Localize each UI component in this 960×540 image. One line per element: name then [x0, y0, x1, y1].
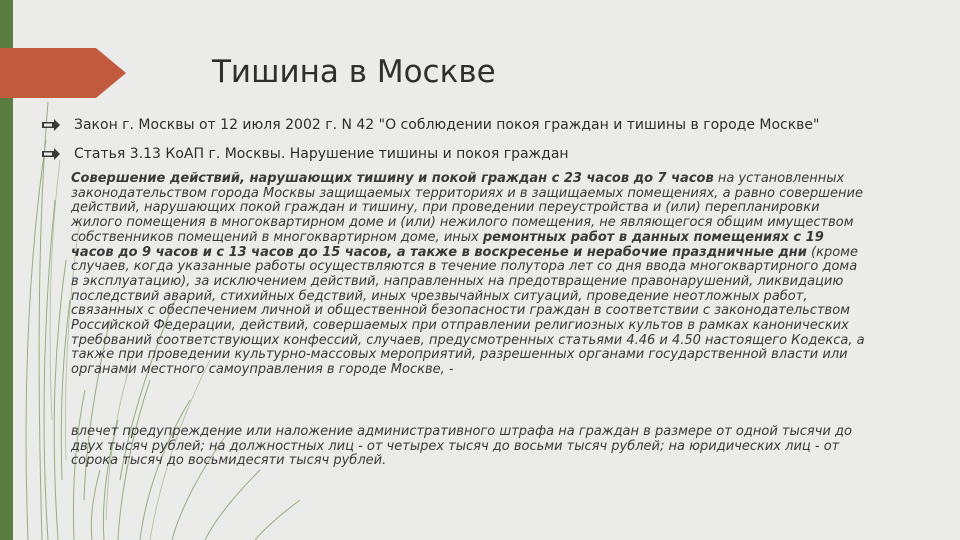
bullet-law: [74, 117, 819, 133]
bullet-article: [74, 146, 569, 162]
article-text: [71, 172, 867, 378]
slide-title: Тишина в Москве: [212, 54, 496, 90]
article-bold-start: Совершение действий, нарушающих тишину и покой граждан с 23 часов до 7 часов: [71, 171, 714, 186]
article-text-a: на установленных законодательством города Москвы защищаемых территориях и в защищаемых помещениях, а равно совершение действий, нарушающих покой граждан и тишину, при проведении переустройства и (или) перепланировки жилого помещения в многоквартирном доме и (или) нежилого помещения, не являющегося общим имуществом собственников помещений в многоквартирном доме, иных: [71, 171, 863, 245]
penalty-text: влечет предупреждение или наложение административного штрафа на граждан в размере от одной тысячи до двух тысяч рублей; на должностных лиц - от четырех тысяч до восьми тысяч рублей; на юридических лиц - от сорока тысяч до восьмидесяти тысяч рублей.: [71, 424, 852, 469]
pencil-arrow-icon: [42, 148, 60, 160]
title-arrow-shape: [0, 48, 126, 98]
article-text-b: (кроме случаев, когда указанные работы осуществляются в течение полутора лет со дня ввода многоквартирного дома в эксплуатацию), за исключением действий, направленных на предотвращение правонарушений, ликвидацию последствий аварий, стихийных бедствий, иных чрезвычайных ситуаций, проведение неотложных работ, связанных с обеспечением личной и общественной безопасности граждан в соответствии с законодательством Российской Федерации, действий, совершаемых при отправлении религиозных культов в рамках канонических требований соответствующих конфессий, случаев, предусмотренных статьями 4.46 и 4.50 настоящего Кодекса, а также при проведении культурно-массовых мероприятий, разрешенных органами государственной власти или органами местного самоуправления в городе Москве, -: [71, 244, 865, 378]
article-bold-middle: ремонтных работ в данных помещениях с 19 часов до 9 часов и с 13 часов до 15 часов, а также в воскресенье и нерабочие праздничные дни: [71, 229, 824, 260]
pencil-arrow-icon: [42, 119, 60, 131]
bullet-law-text: Закон г. Москвы от 12 июля 2002 г. N 42 "О соблюдении покоя граждан и тишины в городе Москве": [74, 117, 820, 133]
bullet-article-text: Статья 3.13 КоАП г. Москвы. Нарушение тишины и покоя граждан: [74, 146, 569, 162]
